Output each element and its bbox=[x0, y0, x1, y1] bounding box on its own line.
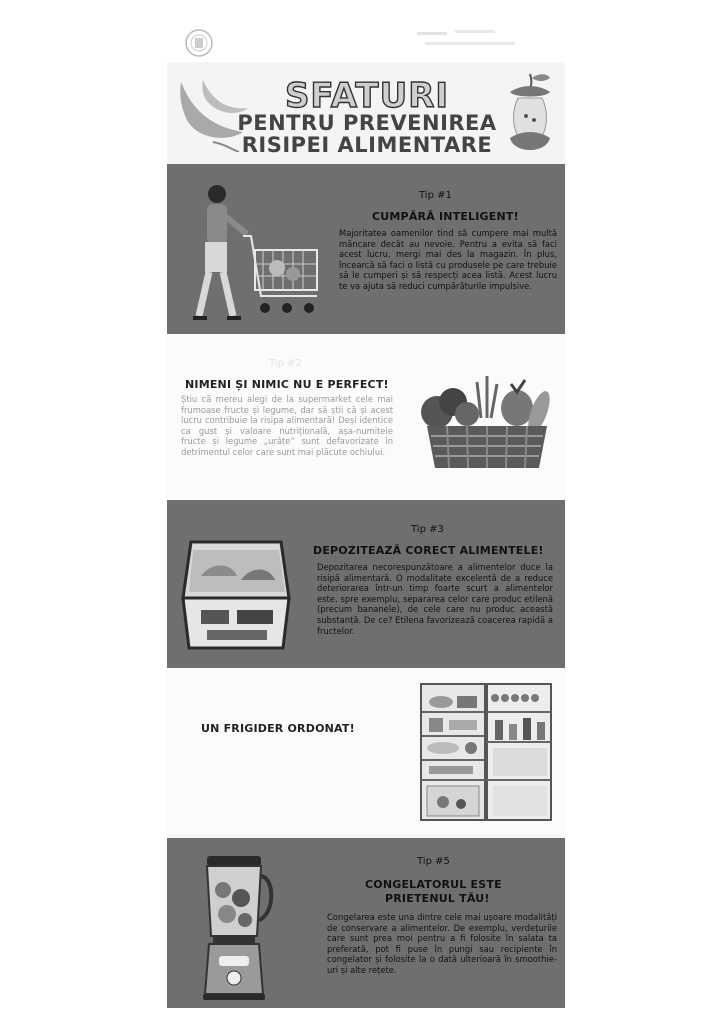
page-subtitle-line2: RISIPEI ALIMENTARE bbox=[241, 133, 493, 157]
tip-1-section bbox=[167, 164, 565, 334]
tip-3-label: Tip #3 bbox=[411, 524, 444, 535]
tip-3-section bbox=[167, 500, 565, 668]
tip-4-heading: UN FRIGIDER ORDONAT! bbox=[201, 722, 355, 735]
tip-5-heading-line2: PRIETENUL TĂU! bbox=[385, 892, 490, 905]
tip-1-heading: CUMPĂRĂ INTELIGENT! bbox=[372, 210, 519, 223]
tip-2-heading: NIMENI ȘI NIMIC NU E PERFECT! bbox=[185, 378, 389, 391]
blender-icon bbox=[201, 854, 275, 1004]
food-container-icon bbox=[181, 536, 299, 656]
tip-5-label: Tip #5 bbox=[417, 856, 450, 867]
tip-1-body: Majoritatea oamenilor tind să cumpere mai multă mâncare decât au nevoie. Pentru a evita să faci acest lucru, mergi mai des la magazin. În plus, încearcă să faci o listă cu produsele pe care trebuie să le cumperi și să respecți acea listă. Acest lucru te va ajuta să reduci cumpărăturile impulsive. bbox=[339, 228, 557, 291]
poster-header bbox=[167, 62, 565, 162]
tip-2-section bbox=[167, 334, 565, 500]
apple-core-icon bbox=[502, 70, 558, 158]
tip-1-label: Tip #1 bbox=[419, 190, 452, 201]
tip-5-section bbox=[167, 838, 565, 1008]
refrigerator-icon bbox=[419, 682, 555, 822]
tip-5-body: Congelarea este una dintre cele mai ușoare modalități de conservare a alimentelor. De exemplu, verdețurile care sunt prea moi pentru a fi folosite în salata ta preferată, pot fi puse în pungi sau recipiente în congelator și folosite la o dată ulterioară în smoothie-uri și alte rețete. bbox=[327, 912, 557, 975]
page-subtitle-line1: PENTRU PREVENIREA bbox=[237, 111, 497, 135]
tip-2-label: Tip #2 bbox=[269, 358, 302, 369]
shopper-cart-icon bbox=[177, 176, 327, 326]
tip-4-section bbox=[167, 668, 565, 834]
vegetable-basket-icon bbox=[407, 362, 557, 482]
seal-icon bbox=[184, 28, 214, 58]
page-title: SFATURI bbox=[284, 76, 450, 116]
tip-3-body: Depozitarea necorespunzătoare a alimentelor duce la risipă alimentară. O modalitate excelentă de a reduce deteriorarea într-un timp foarte scurt a alimentelor este, spre exemplu, separarea celor care produc etilenă (precum bananele), de cele care nu produc această substanță. De ce? Etilena favorizează coacerea rapidă a fructelor. bbox=[317, 562, 553, 636]
tip-3-heading: DEPOZITEAZĂ CORECT ALIMENTELE! bbox=[313, 544, 544, 557]
tip-5-heading-line1: CONGELATORUL ESTE bbox=[365, 878, 502, 891]
infographic-poster bbox=[167, 62, 565, 1008]
tip-2-body: Știu că mereu alegi de la supermarket cele mai frumoase fructe și legume, dar să știi că și acest lucru contribuie la risipa alimentară! Deși identice ca gust și valoare nutrițională, așa-numitele fructe și legume „urâte” sunt defavorizate în detrimentul celor care sunt mai plăcute ochiului. bbox=[181, 394, 393, 457]
scan-mark bbox=[415, 28, 525, 54]
